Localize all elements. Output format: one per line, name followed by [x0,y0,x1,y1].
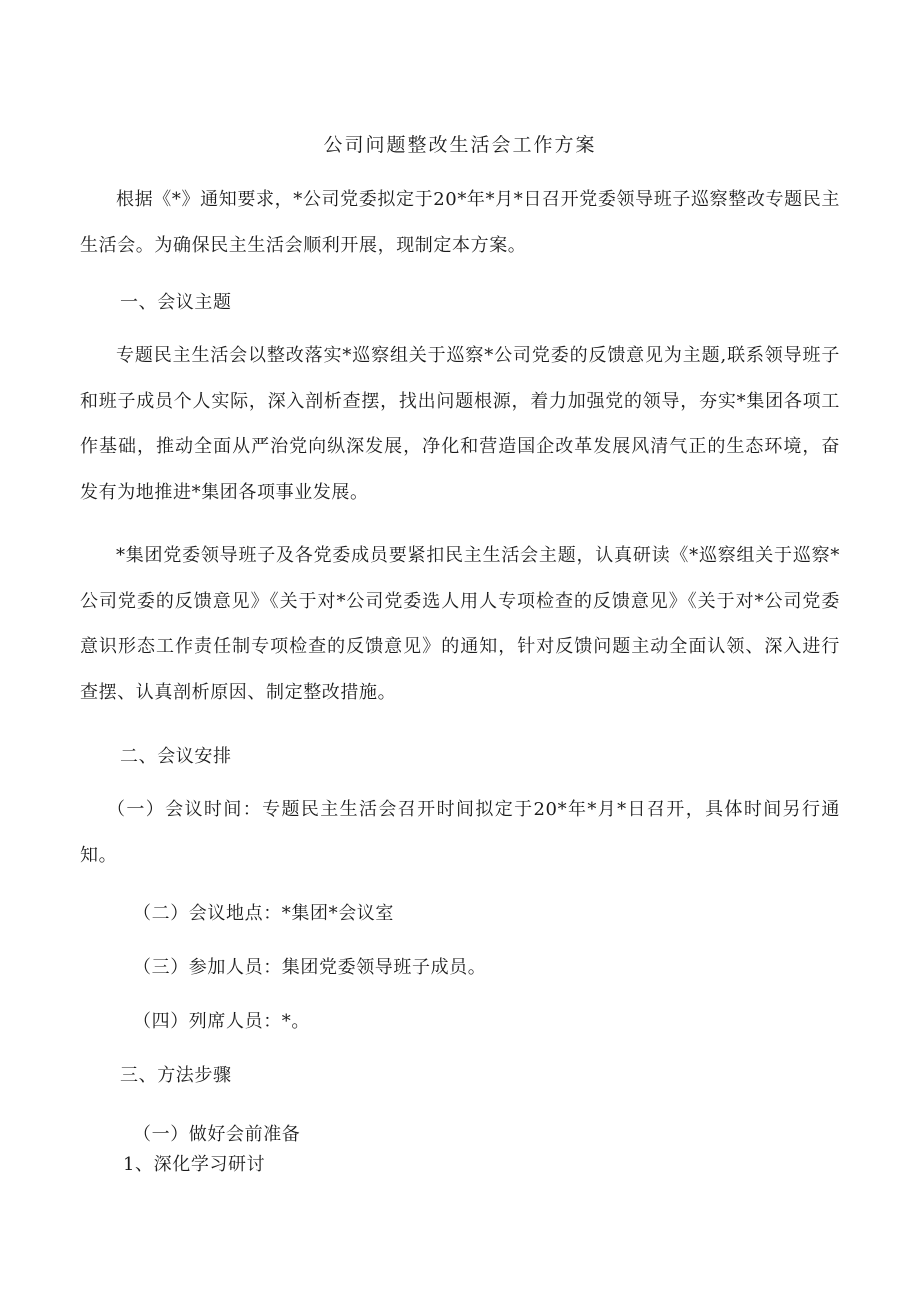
section3-heading: 三、方法步骤 [120,1065,232,1086]
document-title: 公司问题整改生活会工作方案 [323,134,597,156]
section3-item-1: 1、深化学习研讨 [123,1154,266,1175]
section1-heading: 一、会议主题 [120,292,232,313]
section2-item-location: （二）会议地点：*集团*会议室 [133,903,394,924]
section2-item-time: （一）会议时间：专题民主生活会召开时间拟定于20*年*月*日召开，具体时间另行通知。 [80,799,840,866]
section2-item-attendees: （三）参加人员：集团党委领导班子成员。 [133,957,487,978]
section1-paragraph-2: *集团党委领导班子及各党委成员要紧扣民主生活会主题，认真研读《*巡察组关于巡察*公司党委的反馈意见》《关于对*公司党委选人用人专项检查的反馈意见》《关于对*公司党委意识形态工作责任制专项检查的反馈意见》的通知，针对反馈问题主动全面认领、深入进行查摆、认真剖析原因、制定整改措施。 [80,545,840,703]
section2-heading: 二、会议安排 [120,746,232,767]
section1-paragraph-1: 专题民主生活会以整改落实*巡察组关于巡察*公司党委的反馈意见为主题,联系领导班子和班子成员个人实际，深入剖析查摆，找出问题根源，着力加强党的领导，夯实*集团各项工作基础，推动全面从严治党向纵深发展，净化和营造国企改革发展风清气正的生态环境，奋发有为地推进*集团各项事业发展。 [80,345,840,503]
section3-subheading-1: （一）做好会前准备 [133,1124,301,1145]
section2-item-observers: （四）列席人员：*。 [133,1011,310,1032]
intro-paragraph: 根据《*》通知要求，*公司党委拟定于20*年*月*日召开党委领导班子巡察整改专题民主生活会。为确保民主生活会顺利开展，现制定本方案。 [80,189,840,256]
